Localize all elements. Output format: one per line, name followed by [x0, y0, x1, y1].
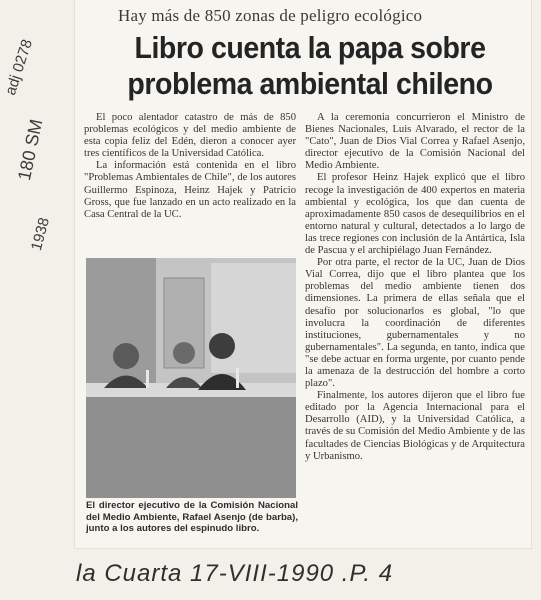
- handwritten-source-date: la Cuarta 17-VIII-1990 .P. 4: [76, 560, 394, 587]
- handwritten-reference-number: 1938: [28, 215, 54, 253]
- paragraph: El profesor Heinz Hajek explicó que el libro recoge la investigación de 400 expertos en materia ambiental y ecológica, los que dan cuenta de aproximadamente 850 casos de desequilibrios en el entorno natural y cultural, detectados a lo largo de las trece regiones con inclusión de la Antártica, Isla de Pascua y el archipiélago Juan Fernández.: [305, 172, 525, 257]
- paragraph: El poco alentador catastro de más de 850 problemas ecológicos y del medio ambiente de esta copia feliz del Edén, dieron a conocer ayer tres científicos de la Universidad Católica.: [84, 112, 296, 160]
- article-kicker: Hay más de 850 zonas de peligro ecológico: [118, 6, 423, 25]
- handwritten-catalog-number: 180 SM: [14, 117, 47, 183]
- paragraph: Finalmente, los autores dijeron que el libro fue editado por la Agencia Internacional para el Desarrollo (AID), y la Universidad Católica, a través de su Comisión del Medio Ambiente y de las facultades de Ciencias Biológicas y de Arquitectura y Urbanismo.: [305, 390, 525, 462]
- paragraph: La información está contenida en el libro "Problemas Ambientales de Chile", de los autores Guillermo Espinoza, Heinz Hajek y Patricio Gross, que fue lanzado en un acto realizado en la Casa Central de la UC.: [84, 160, 296, 220]
- paragraph: Por otra parte, el rector de la UC, Juan de Dios Vial Correa, dijo que el libro plantea que los problemas del medio ambiente tienen dos dimensiones. La primera de ellas señala que el desafío por solucionarlos es global, "lo que involucra la coordinación de diferentes instituciones, gubernamentales y no gubernamentales". La segunda, en tanto, indica que "se debe actuar en forma urgente, por cuanto pende la amenaza de la destrucción del hombre a corto plazo".: [305, 257, 525, 390]
- article-photo: [86, 258, 296, 498]
- photo-caption: El director ejecutivo de la Comisión Nacional del Medio Ambiente, Rafael Asenjo (de barba), junto a los autores del espinudo libro.: [86, 500, 298, 535]
- article-left-column: [84, 112, 296, 221]
- handwritten-archive-code: adj 0278: [2, 37, 36, 98]
- photo-illustration: [86, 258, 296, 498]
- article-headline: Libro cuenta la papa sobre problema ambiental chileno: [127, 30, 493, 101]
- paragraph: A la ceremonia concurrieron el Ministro de Bienes Nacionales, Luis Alvarado, el rector de la "Cato", Juan de Dios Vial Correa y Rafael Asenjo, director ejecutivo de la Comisión Nacional del Medio Ambiente.: [305, 112, 525, 172]
- article-right-column: [305, 112, 525, 463]
